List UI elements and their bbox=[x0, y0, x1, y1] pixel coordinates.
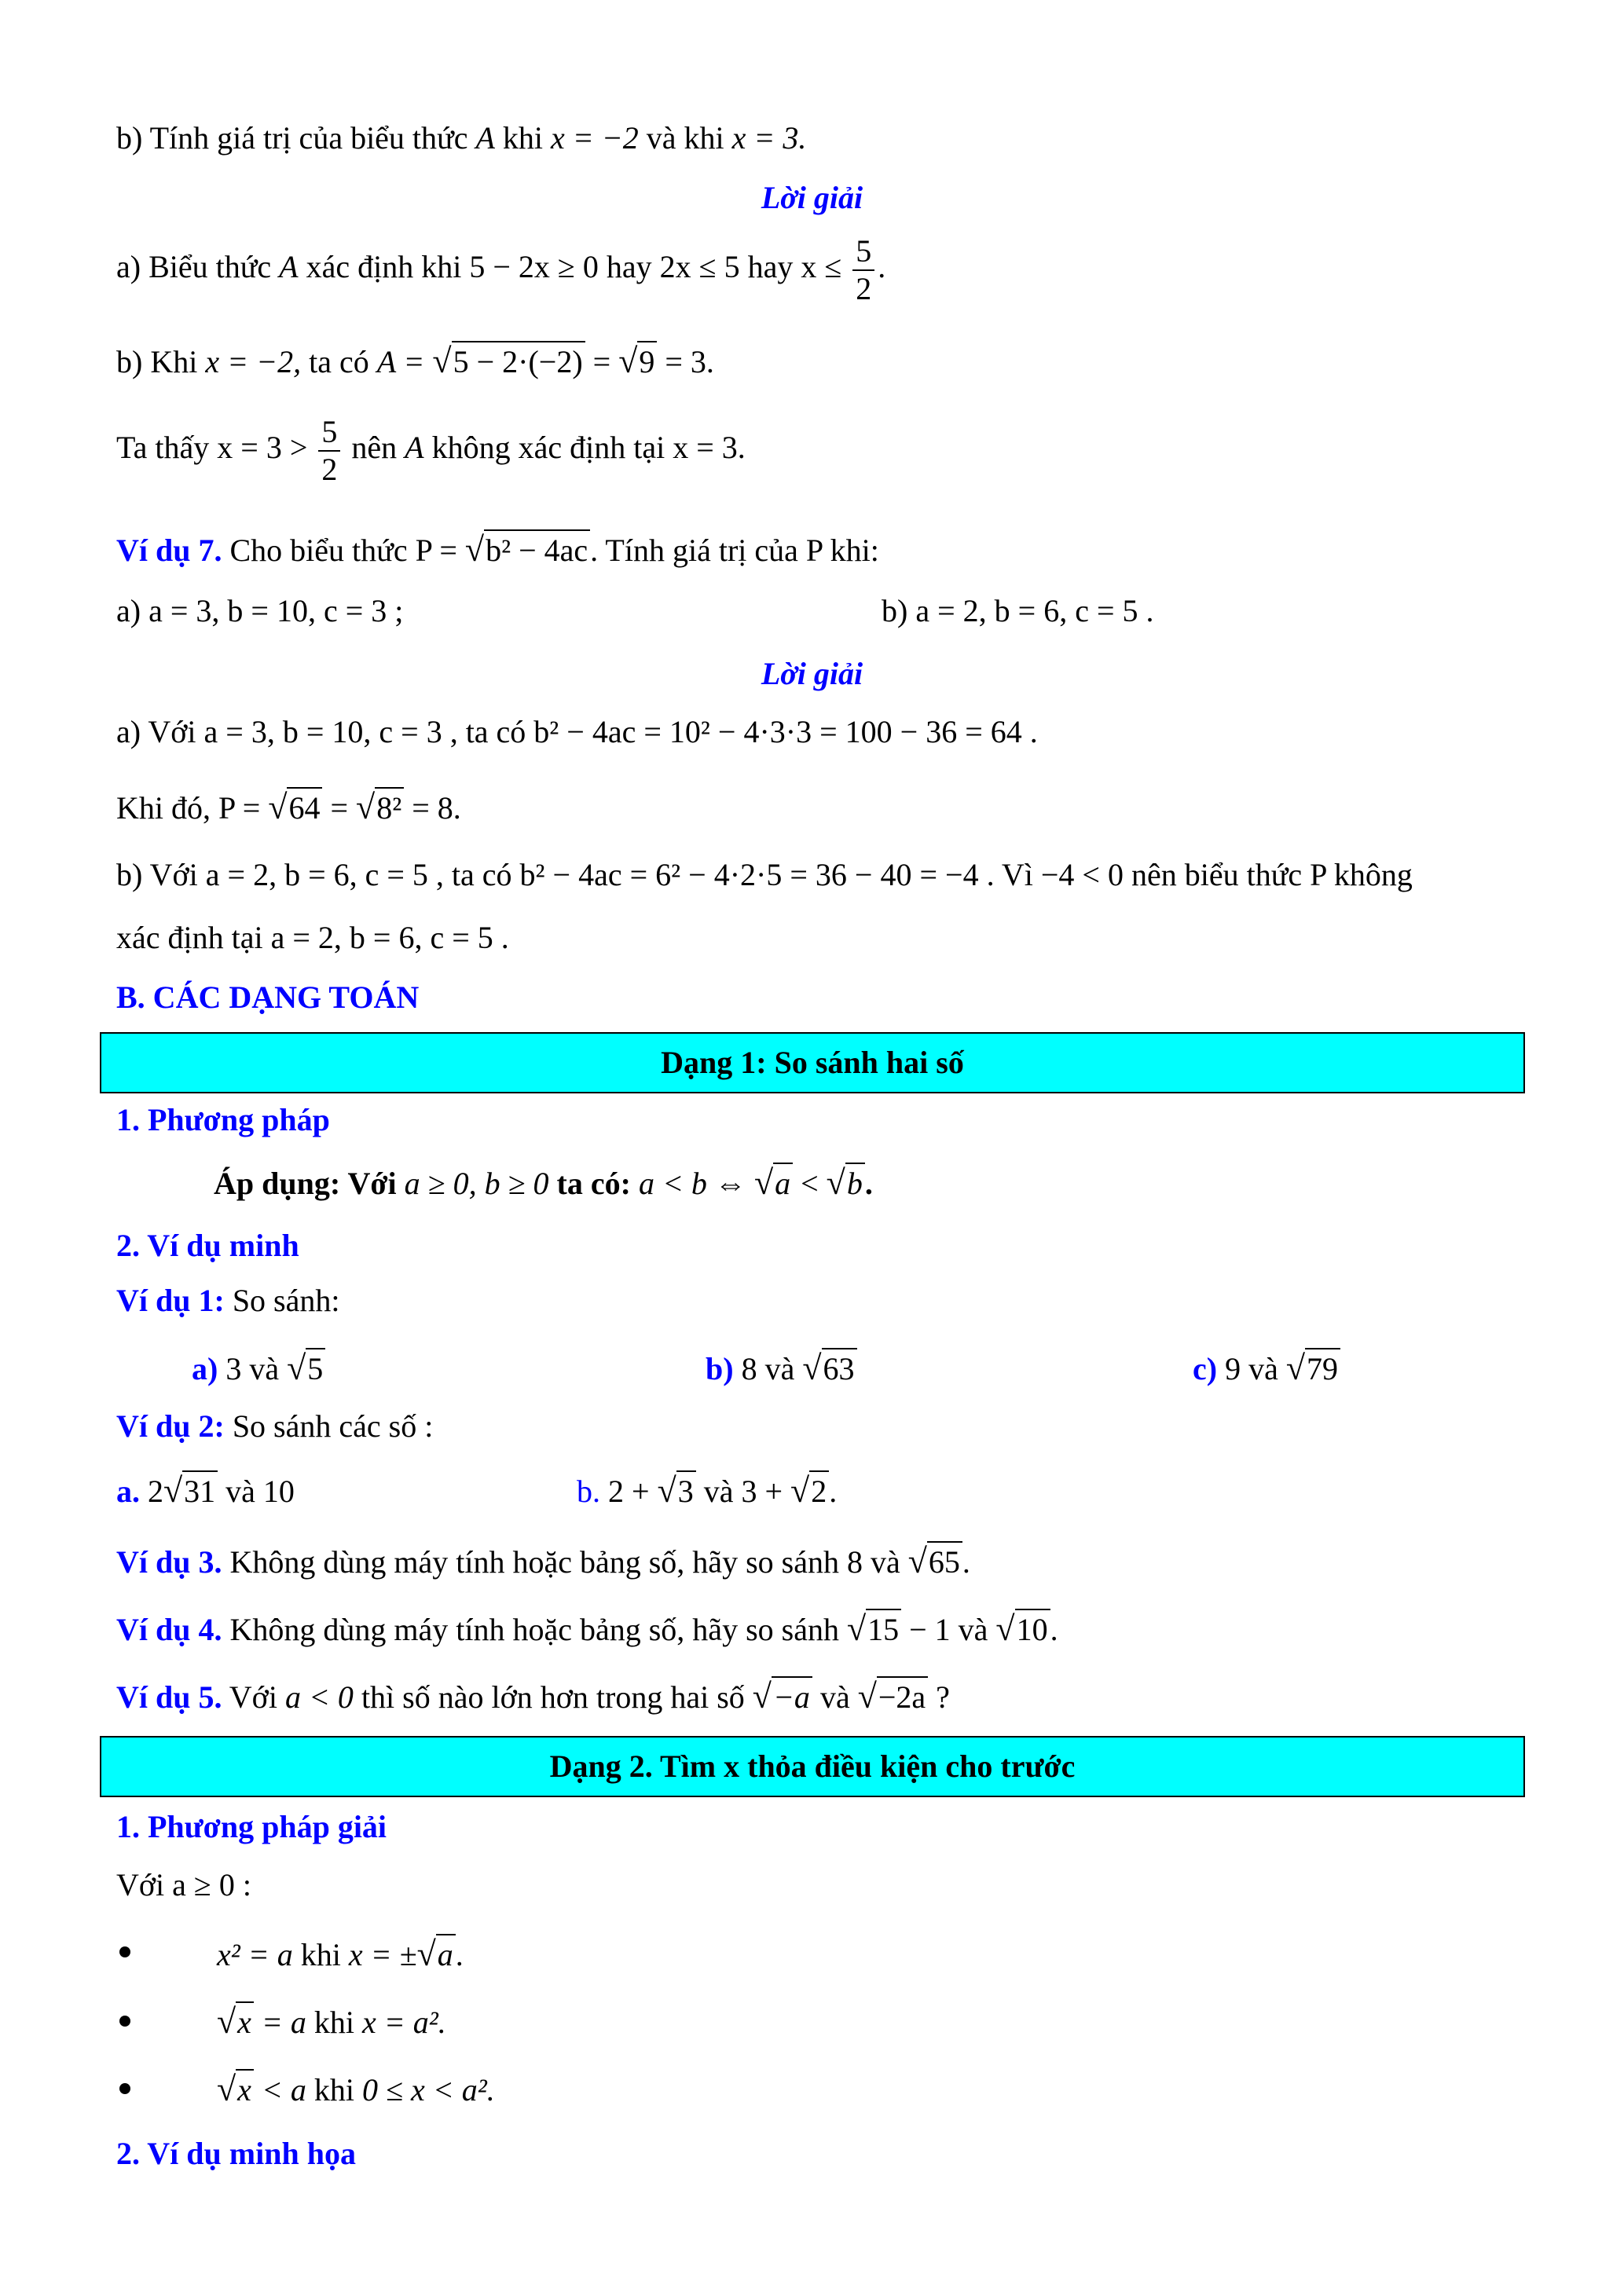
sqrt-expression: √x bbox=[217, 2005, 254, 2039]
example-4: Ví dụ 4. Không dùng máy tính hoặc bảng số, hãy so sánh √15 − 1 và √10. bbox=[116, 1609, 1058, 1648]
sqrt-expression: √31 bbox=[163, 1474, 218, 1508]
examples-heading: 2. Ví dụ minh họa bbox=[116, 2136, 356, 2171]
dang-2-header: Dạng 2. Tìm x thỏa điều kiện cho trước bbox=[100, 1736, 1525, 1797]
rule-1: x² = a khi x = ±√a. bbox=[217, 1935, 464, 1973]
example-1: Ví dụ 1: So sánh: bbox=[116, 1283, 340, 1318]
example-5: Ví dụ 5. Với a < 0 thì số nào lớn hơn trong hai số √−a và √−2a ? bbox=[116, 1677, 950, 1716]
example-3: Ví dụ 3. Không dùng máy tính hoặc bảng số, hãy so sánh 8 và √65. bbox=[116, 1542, 970, 1580]
sqrt-expression: √64 bbox=[268, 790, 322, 825]
solution-a: a) Biểu thức A xác định khi 5 − 2x ≥ 0 hay 2x ≤ 5 hay x ≤ $\frac{5}{2}$ . bbox=[116, 233, 886, 306]
example-1-a: a) 3 và √5 bbox=[192, 1351, 325, 1386]
observation: Ta thấy x = 3 > $\frac{5}{2}$ nên A không xác định tại x = 3. bbox=[116, 414, 746, 487]
sqrt-expression: √15 bbox=[847, 1612, 901, 1646]
example-7-then: Khi đó, P = √64 = √8² = 8. bbox=[116, 788, 461, 826]
example-7: Ví dụ 7. Cho biểu thức P = √b² − 4ac. Tính giá trị của P khi: bbox=[116, 530, 879, 569]
sqrt-expression: √9 bbox=[618, 344, 657, 379]
example-7-solution-a: a) Với a = 3, b = 10, c = 3 , ta có b² − 4ac = 10² − 4·3·3 = 100 − 36 = 64 . bbox=[116, 714, 1038, 749]
examples-heading: 2. Ví dụ minh bbox=[116, 1228, 299, 1263]
sqrt-expression: √a bbox=[417, 1937, 456, 1972]
dang-1-header: Dạng 1: So sánh hai số bbox=[100, 1032, 1525, 1093]
example-2: Ví dụ 2: So sánh các số : bbox=[116, 1408, 434, 1444]
sqrt-expression: √−2a bbox=[858, 1679, 928, 1714]
example-7-solution-b: b) Với a = 2, b = 6, c = 5 , ta có b² − 4ac = 6² − 4·2·5 = 36 − 40 = −4 . Vì −4 < 0 nên biểu thức P không bbox=[116, 857, 1413, 892]
fraction: $\frac{5}{2}$ bbox=[852, 236, 874, 305]
example-1-b: b) 8 và √63 bbox=[706, 1351, 857, 1386]
sqrt-expression: √79 bbox=[1286, 1351, 1340, 1386]
question-b: b) Tính giá trị của biểu thức A khi x = −2 và khi x = 3. bbox=[116, 120, 807, 156]
solution-heading: Lời giải bbox=[761, 180, 863, 215]
rule-2: √x = a khi x = a². bbox=[217, 2002, 446, 2041]
section-b-title: B. CÁC DẠNG TOÁN bbox=[116, 980, 420, 1015]
sqrt-expression: √b² − 4ac bbox=[465, 533, 590, 567]
bullet-icon bbox=[119, 1946, 130, 1957]
apply-rule: Áp dụng: Với a ≥ 0, b ≥ 0 ta có: a < b ⇔ √a < √b. bbox=[214, 1163, 873, 1202]
sqrt-expression: √−a bbox=[753, 1679, 812, 1714]
method-heading: 1. Phương pháp giải bbox=[116, 1809, 387, 1844]
example-7-b: b) a = 2, b = 6, c = 5 . bbox=[882, 593, 1154, 628]
solution-b: b) Khi x = −2, ta có A = √5 − 2·(−2) = √9 = 3. bbox=[116, 342, 714, 380]
sqrt-expression: √x bbox=[217, 2072, 254, 2107]
example-2-a: a. 2√31 và 10 bbox=[116, 1471, 295, 1510]
fraction: $\frac{5}{2}$ bbox=[318, 416, 340, 485]
sqrt-expression: √5 bbox=[287, 1351, 325, 1386]
bullet-icon bbox=[119, 2016, 130, 2027]
method-heading: 1. Phương pháp bbox=[116, 1102, 330, 1137]
bullet-icon bbox=[119, 2083, 130, 2094]
sqrt-expression: √5 − 2·(−2) bbox=[432, 344, 585, 379]
condition-line: Với a ≥ 0 : bbox=[116, 1867, 251, 1902]
solution-heading: Lời giải bbox=[761, 656, 863, 691]
example-7-solution-b-cont: xác định tại a = 2, b = 6, c = 5 . bbox=[116, 920, 509, 955]
sqrt-expression: √65 bbox=[908, 1544, 962, 1579]
sqrt-expression: √b bbox=[827, 1166, 865, 1200]
rule-3: √x < a khi 0 ≤ x < a². bbox=[217, 2070, 495, 2108]
sqrt-expression: √10 bbox=[995, 1612, 1050, 1646]
sqrt-expression: √8² bbox=[356, 790, 404, 825]
example-7-a: a) a = 3, b = 10, c = 3 ; bbox=[116, 593, 404, 628]
sqrt-expression: √a bbox=[754, 1166, 793, 1200]
sqrt-expression: √2 bbox=[790, 1474, 829, 1508]
example-1-c: c) 9 và √79 bbox=[1193, 1351, 1340, 1386]
sqrt-expression: √63 bbox=[802, 1351, 856, 1386]
sqrt-expression: √3 bbox=[658, 1474, 696, 1508]
example-2-b: b. 2 + √3 và 3 + √2. bbox=[577, 1471, 838, 1510]
